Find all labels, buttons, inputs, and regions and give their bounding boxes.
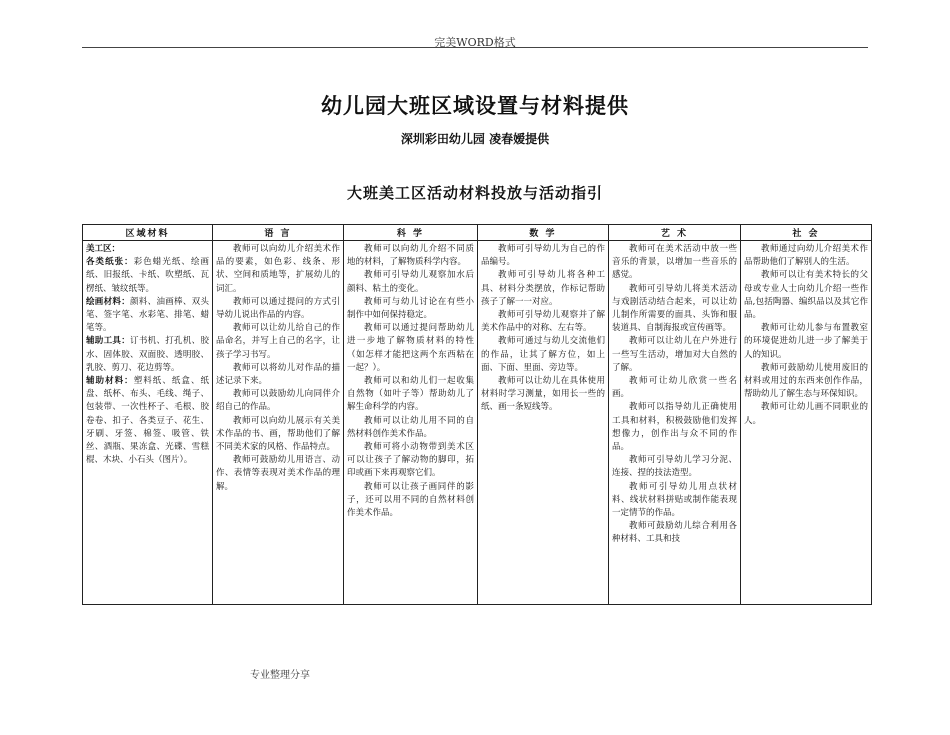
material-item [86, 335, 209, 375]
material-label: 绘画材料： [86, 296, 131, 307]
material-item [86, 375, 209, 467]
material-text: 订书机、打孔机、胶水、固体胶、双面胶、透明胶、乳胶、剪刀、花边剪等。 [86, 336, 209, 373]
art-paragraph: 教师可鼓励幼儿综合利用各种材料、工具和技 [612, 521, 737, 545]
header-science: 科 学 [344, 225, 478, 241]
social-paragraph: 教师可让幼儿画不同职业的人。 [744, 402, 868, 426]
science-paragraph: 教师可以让幼儿用不同的自然材料创作美术作品。 [347, 415, 474, 439]
table-header-row [83, 225, 872, 241]
art-paragraph: 教师可以让幼儿在户外进行一些写生活动，增加对大自然的了解。 [612, 336, 737, 373]
math-paragraph: 教师可通过与幼儿交流他们的作品，让其了解方位，如上面、下面、里面、旁边等。 [481, 336, 605, 373]
art-paragraph: 教师可在美术活动中放一些音乐的背景，以增加一些音乐的感觉。 [612, 244, 737, 281]
material-label: 各类纸张： [86, 257, 134, 268]
table-row [83, 241, 872, 605]
header-math: 数 学 [478, 225, 609, 241]
math-paragraph: 教师可引导幼儿观察并了解美术作品中的对称、左右等。 [481, 310, 605, 334]
math-paragraph: 教师可以让幼儿在具体使用材料时学习测量，如用长一些的纸、画一条短线等。 [481, 376, 605, 413]
language-paragraph: 教师可以向幼儿展示有关美术作品的书、画，帮助他们了解不同美术家的风格、作品特点。 [216, 415, 340, 453]
language-paragraph: 教师可以鼓励幼儿向同伴介绍自己的作品。 [216, 389, 340, 413]
document-subtitle: 深圳彩田幼儿园 凌春嫒提供 [400, 132, 550, 146]
material-label: 辅助工具： [86, 336, 131, 347]
art-paragraph: 教师可引导幼儿用点状材料、线状材料拼贴或制作能表现一定情节的作品。 [612, 481, 737, 519]
science-paragraph: 教师可将小动物带到美术区可以让孩子了解动物的脚印，拓印或画下来再观察它们。 [347, 442, 474, 479]
social-cell [741, 241, 872, 605]
material-item [86, 243, 209, 256]
header-art: 艺 术 [609, 225, 741, 241]
science-cell [344, 241, 478, 605]
language-paragraph: 教师可以通过提问的方式引导幼儿说出作品的内容。 [216, 296, 340, 321]
material-text: 颜料、油画棒、双头笔、签字笔、水彩笔、排笔、蜡笔等。 [86, 296, 209, 334]
language-paragraph: 教师可以向幼儿介绍美术作品的要素，如色彩、线条、形状、空间和质地等，扩展幼儿的词汇。 [216, 244, 340, 294]
science-paragraph: 教师可以和幼儿们一起收集自然物（如叶子等）帮助幼儿了解生命科学的内容。 [347, 376, 474, 413]
science-paragraph: 教师可以通过提问帮助幼儿进一步地了解物质材料的特性（如怎样才能把这两个东西粘在一起？）。 [347, 323, 474, 373]
science-paragraph: 教师可以向幼儿介绍不同质地的材料，了解物质科学内容。 [347, 244, 474, 268]
science-paragraph: 教师可引导幼儿观察加水后颜料、粘土的变化。 [347, 270, 474, 294]
document-title: 幼儿园大班区域设置与材料提供 [321, 93, 629, 118]
section-title: 大班美工区活动材料投放与活动指引 [346, 184, 603, 202]
material-label: 美工区： [86, 244, 121, 254]
language-cell [213, 241, 344, 605]
language-paragraph: 教师可以将幼儿对作品的描述记录下来。 [216, 362, 340, 387]
science-paragraph: 教师可以让孩子画同伴的影子，还可以用不同的自然材料创作美术作品。 [347, 481, 474, 519]
math-paragraph: 教师可引导幼儿将各种工具、材料分类摆放，作标记帮助孩子了解一一对应。 [481, 270, 605, 307]
art-paragraph: 教师可以指导幼儿正确使用工具和材料，积极鼓励他们发挥想像力，创作出与众不同的作品。 [612, 402, 737, 453]
language-paragraph: 教师可以让幼儿给自己的作品命名，并写上自己的名字，让孩子学习书写。 [216, 323, 340, 360]
header-language: 语 言 [213, 225, 344, 241]
social-paragraph: 教师可以让有美术特长的父母或专业人士向幼儿介绍一些作品,包括陶器、编织品以及其它作品。 [744, 270, 868, 321]
material-label: 辅助材料： [86, 376, 134, 387]
page-footer: 专业整理分享 [250, 670, 310, 681]
art-paragraph: 教师可引导幼儿学习分泥、连接、捏的技法造型。 [612, 455, 737, 479]
header-materials: 区域材料 [83, 225, 213, 241]
art-cell [609, 241, 741, 605]
math-cell [478, 241, 609, 605]
materials-cell [83, 241, 213, 605]
header-divider [82, 47, 868, 48]
material-item [86, 256, 209, 296]
activity-table [82, 224, 872, 605]
art-paragraph: 教师可引导幼儿将美术活动与戏剧活动结合起来，可以让幼儿制作所需要的面具、头饰和服装道具、自制海报或宣传画等。 [612, 283, 737, 334]
social-paragraph: 教师通过向幼儿介绍美术作品帮助他们了解别人的生活。 [744, 244, 868, 268]
material-item [86, 296, 209, 336]
language-paragraph: 教师可鼓励幼儿用语言、动作、表情等表现对美术作品的理解。 [216, 455, 340, 492]
material-text: 塑料纸、纸盒、纸盘、纸杯、布头、毛线、绳子、包装带、一次性杯子、毛根、胶卷卷、扣子、各类豆子、花生、牙刷、牙签、棉签、吸管、铁丝、酒瓶、果冻盒、光碟、雪糕棍、木块、小石头（图片）。 [86, 376, 209, 466]
page-header: 完美WORD格式 [434, 36, 516, 49]
social-paragraph: 教师可鼓励幼儿使用废旧的材料或用过的东西来创作作品，帮助幼儿了解生态与环保知识。 [744, 362, 868, 400]
math-paragraph: 教师可引导幼儿为自己的作品编号。 [481, 244, 605, 268]
social-paragraph: 教师可让幼儿参与布置教室的环境促进幼儿进一步了解美于人的知识。 [744, 323, 868, 360]
material-text: 彩色蜡光纸、绘画纸、旧报纸、卡纸、吹塑纸、瓦楞纸、皱纹纸等。 [86, 257, 209, 294]
science-paragraph: 教师可与幼儿讨论在有些小制作中如何保持稳定。 [347, 296, 474, 321]
header-social: 社 会 [741, 225, 872, 241]
art-paragraph: 教师可让幼儿欣赏一些名画。 [612, 376, 737, 400]
